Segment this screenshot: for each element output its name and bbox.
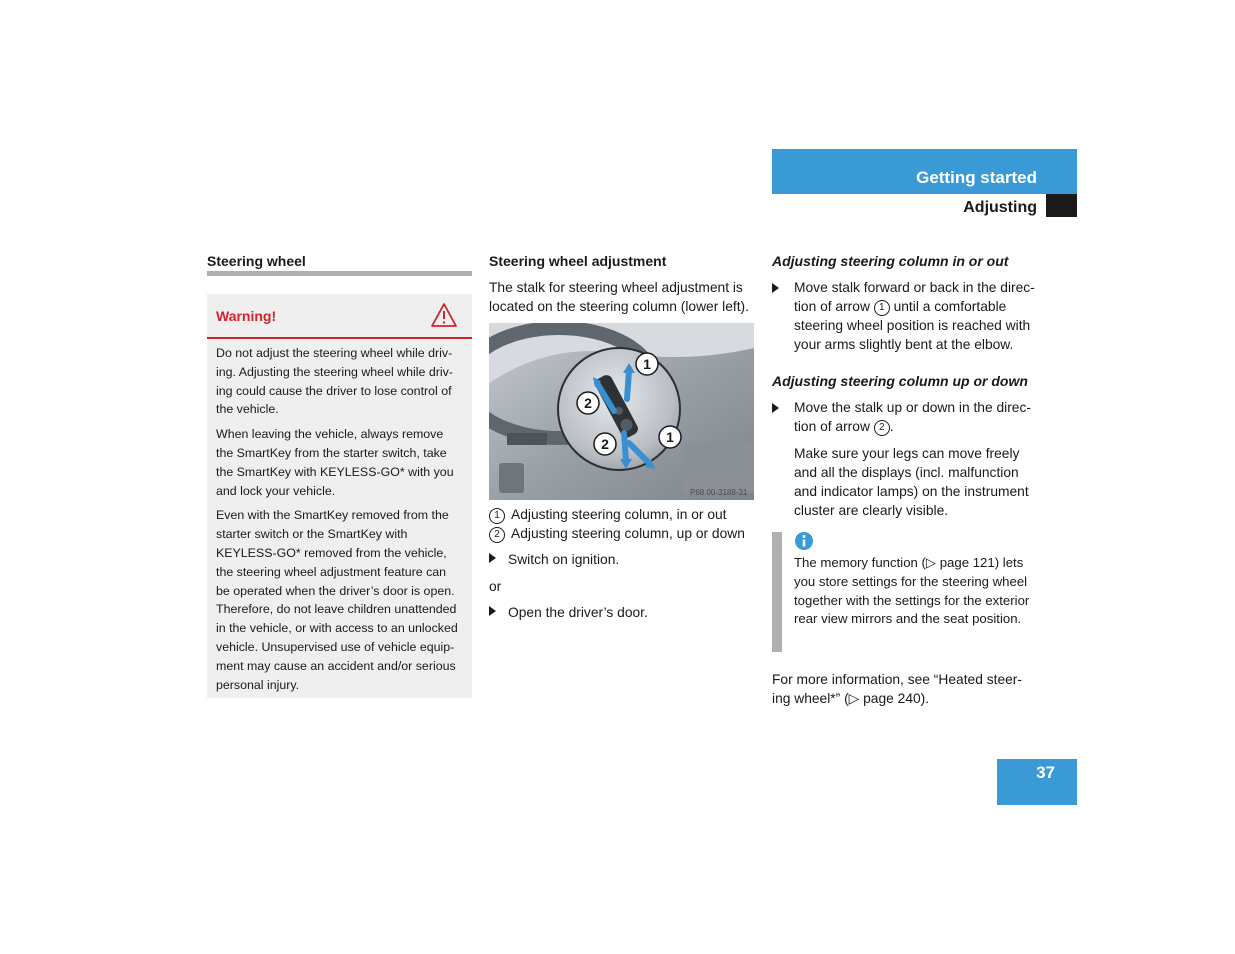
page-number: 37 [1036, 763, 1055, 782]
svg-text:1: 1 [666, 429, 674, 445]
caption-1 [489, 505, 727, 524]
svg-text:2: 2 [601, 436, 609, 452]
step-text: Open the driver’s door. [508, 605, 648, 620]
warning-paragraph: When leaving the vehicle, always remove the SmartKey from the starter switch, take the SmartKey with KEYLESS-GO* with you and lock your vehicle. [216, 427, 454, 498]
up-down-heading: Adjusting steering column up or down [772, 373, 1028, 389]
subsection-title: Adjusting [963, 199, 1037, 216]
svg-text:1: 1 [643, 356, 651, 372]
number-marker: 1 [489, 508, 505, 524]
svg-text:2: 2 [584, 395, 592, 411]
memory-info-text: The memory function (▷ page 121) lets you store settings for the steering wheel together with the settings for the exterior rear view mirrors and the seat position. [794, 555, 1030, 627]
warning-paragraph: Even with the SmartKey removed from the starter switch or the SmartKey with KEYLESS-GO* removed from the vehicle, the steering wheel adjustment feature can be operated when the driver’s door is open. Therefore, do not leave children unattended in the vehicle, or with access to an unlocked vehicle. Unsupervised use of vehicle equip-ment may cause an accident and/or serious personal injury. [216, 508, 458, 692]
in-out-heading: Adjusting steering column in or out [772, 253, 1009, 269]
bullet-arrow-icon [489, 553, 496, 563]
number-marker: 2 [874, 420, 890, 436]
header-marker [1046, 194, 1077, 217]
caption-text: Adjusting steering column, up or down [511, 526, 745, 541]
step-switch-on-ignition [489, 550, 619, 569]
adjustment-intro: The stalk for steering wheel adjustment is located on the steering column (lower left). [489, 280, 749, 314]
step-text: Move stalk forward or back in the direc-tion of arrow 1 until a comfortable steering wheel position is reached with your arms slightly bent at the elbow. [794, 280, 1035, 352]
number-marker: 2 [489, 527, 505, 543]
bullet-arrow-icon [772, 283, 779, 293]
caption-2 [489, 524, 745, 543]
or-text: or [489, 579, 502, 594]
heading-rule [207, 271, 472, 276]
number-marker: 1 [874, 300, 890, 316]
warning-rule [207, 337, 472, 339]
more-information-text: For more information, see “Heated steer-ing wheel*” (▷ page 240). [772, 672, 1022, 706]
caption-text: Adjusting steering column, in or out [511, 507, 727, 522]
step-text: Move the stalk up or down in the direc-tion of arrow 2 . [794, 400, 1031, 434]
bullet-arrow-icon [772, 403, 779, 413]
figure-marker [659, 426, 681, 448]
steering-stalk-photo [489, 323, 754, 500]
bullet-arrow-icon [489, 606, 496, 616]
step-open-door [489, 603, 648, 622]
info-bar [772, 532, 782, 652]
in-out-step [772, 278, 1042, 354]
steering-wheel-heading: Steering wheel [207, 253, 306, 269]
info-icon [794, 531, 814, 551]
step-text: Switch on ignition. [508, 552, 620, 567]
figure-marker [594, 433, 616, 455]
warning-triangle-icon [430, 302, 458, 328]
warning-text [216, 344, 463, 700]
warning-paragraph: Do not adjust the steering wheel while driv-ing. Adjusting the steering wheel while driv-ing could cause the driver to lose control of the vehicle. [216, 346, 453, 417]
figure-code: P68.00-3188-31 [690, 488, 748, 497]
adjustment-heading: Steering wheel adjustment [489, 253, 667, 269]
up-down-step [772, 398, 1042, 436]
section-title: Getting started [916, 168, 1037, 187]
warning-title: Warning! [216, 308, 277, 324]
figure-marker [636, 353, 658, 375]
figure-marker [577, 392, 599, 414]
visibility-note: Make sure your legs can move freely and all the displays (incl. malfunction and indicator lamps) on the instrument cluster are clearly visible. [794, 446, 1029, 518]
